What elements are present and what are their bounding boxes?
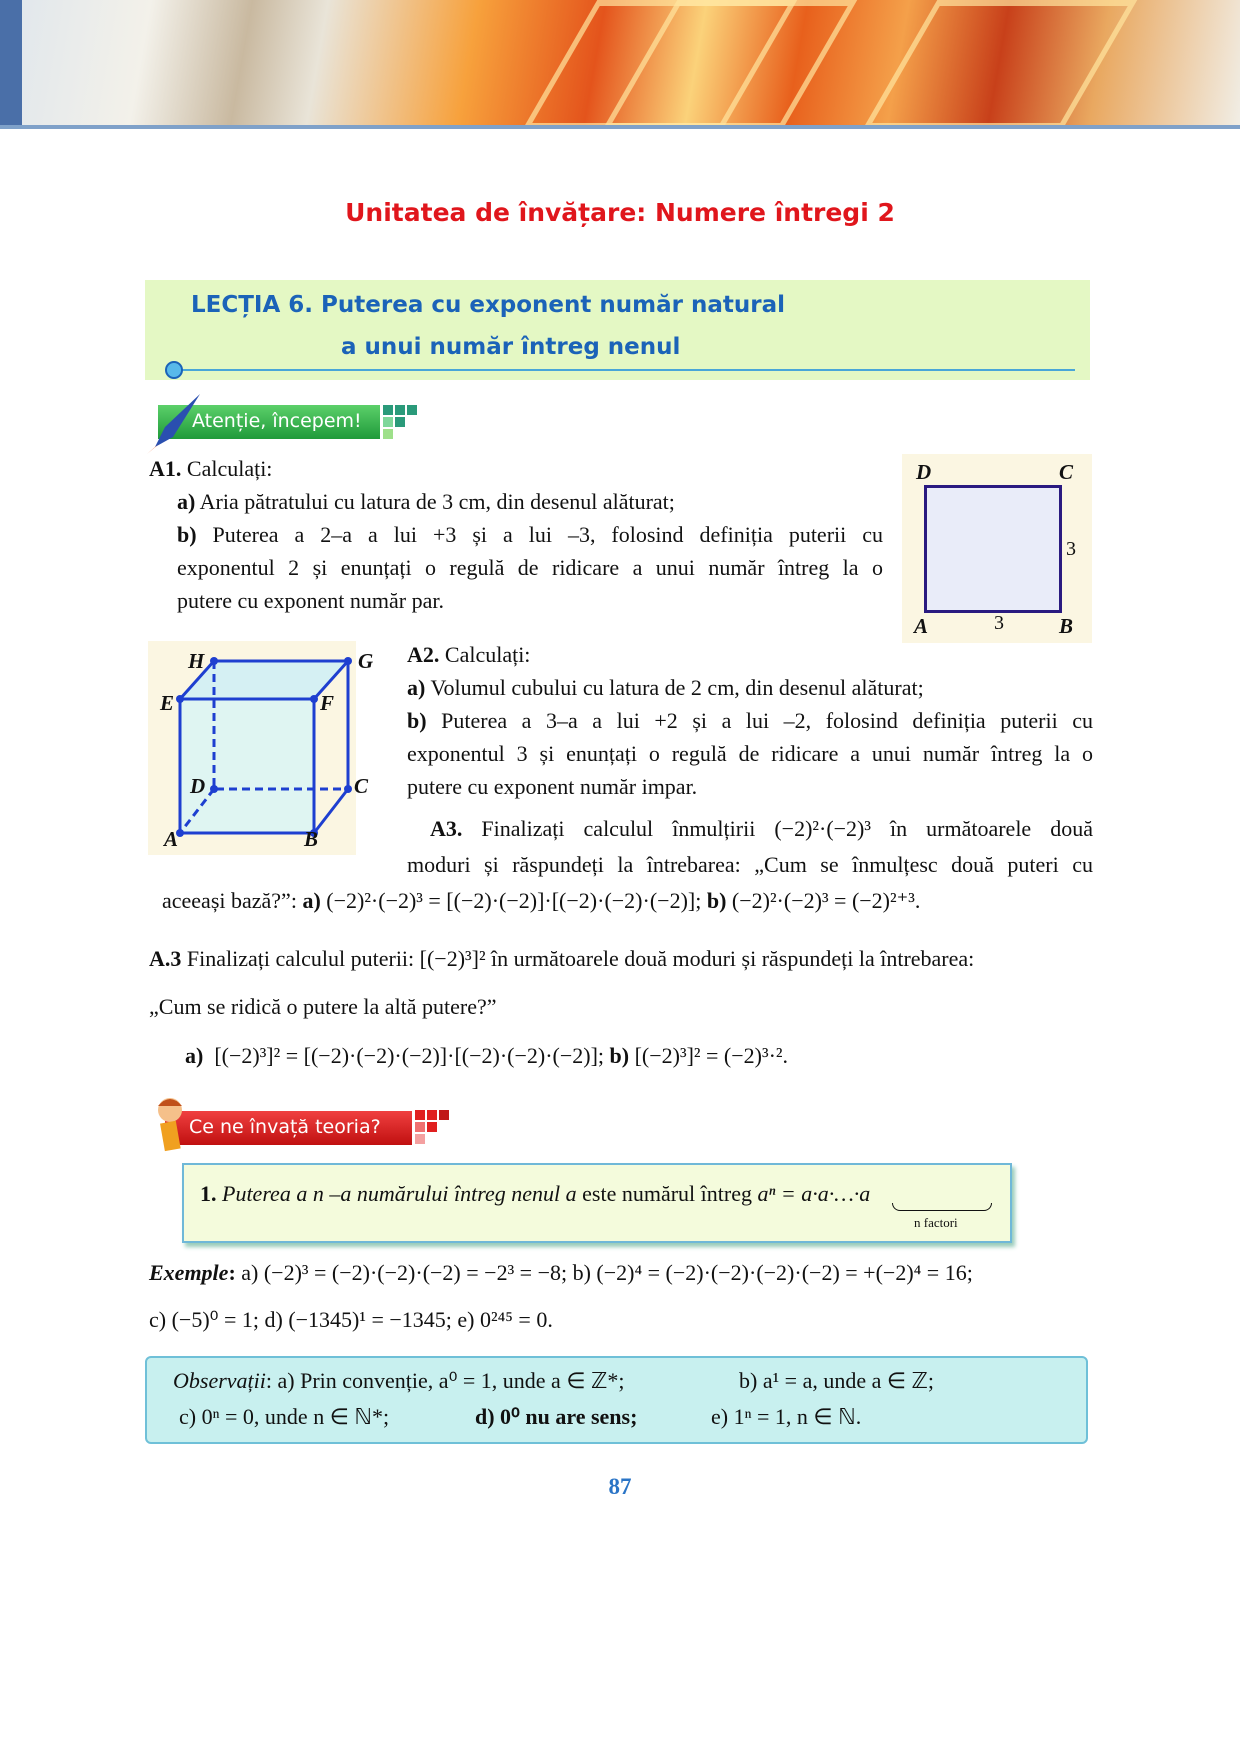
lesson-title-line2: a unui număr întreg nenul	[341, 334, 681, 360]
unit-title: Unitatea de învățare: Numere întregi 2	[345, 198, 895, 227]
a3b-line2: „Cum se ridică o putere la altă putere?”	[149, 994, 497, 1019]
lesson-title-line1: LECȚIA 6. Puterea cu exponent număr natural	[191, 292, 786, 318]
a2-item-b-line1: b) Puterea a 3–a a lui +2 și a lui –2, folosind definiția puterii cu	[407, 708, 1094, 733]
a2-item-b-line3: putere cu exponent număr impar.	[407, 774, 698, 799]
power-formula: aⁿ = a·a·…·a	[757, 1181, 871, 1206]
a1-heading: A1. Calculați:	[149, 456, 273, 481]
section-tag-theory: Ce ne învață teoria?	[165, 1111, 412, 1145]
a3b-line3: a) [(−2)³]² = [(−2)·(−2)·(−2)]·[(−2)·(−2)·(−2)]; b) [(−2)³]² = (−2)³·².	[185, 1043, 788, 1068]
a1-item-b-line3: putere cu exponent număr par.	[177, 588, 444, 613]
obs-b: b) a¹ = a, unde a ∈ ℤ;	[739, 1368, 935, 1393]
obs-c: c) 0ⁿ = 0, unde n ∈ ℕ*;	[179, 1404, 390, 1429]
cube-figure: H G E F D C A B	[148, 641, 356, 855]
child-pencil-icon	[150, 1094, 190, 1154]
header-banner-image	[0, 0, 1240, 129]
lesson-title-box	[145, 280, 1090, 380]
page-number: 87	[608, 1474, 632, 1499]
section-tag-start: Atenție, începem!	[158, 405, 380, 439]
a3-line3: aceeași bază?”: a) (−2)²·(−2)³ = [(−2)·(−2)]·[(−2)·(−2)·(−2)]; b) (−2)²·(−2)³ = (−2)²⁺³.	[162, 888, 921, 913]
obs-a: a) Prin convenție, a⁰ = 1, unde a ∈ ℤ*;	[277, 1368, 625, 1393]
a1-item-b-line2: exponentul 2 și enunțați o regulă de ridicare a unui număr întreg la o	[177, 555, 883, 580]
a2-item-a: a) Volumul cubului cu latura de 2 cm, din desenul alăturat;	[407, 675, 924, 700]
a1-item-a: a) Aria pătratului cu latura de 3 cm, din desenul alăturat;	[177, 489, 675, 514]
a3-line1: A3. Finalizați calculul înmulțirii (−2)²·(−2)³ în următoarele două	[430, 816, 1093, 841]
obs-e: e) 1ⁿ = 1, n ∈ ℕ.	[711, 1404, 862, 1429]
bullet-dot-icon	[165, 361, 183, 379]
rocket-icon	[145, 392, 205, 454]
a2-heading: A2. Calculați:	[407, 642, 531, 667]
a3-line2: moduri și răspundeți la întrebarea: „Cum se înmulțesc două puteri cu	[407, 852, 1093, 877]
obs-d: d) 0⁰ nu are sens;	[475, 1404, 638, 1429]
observations-box: Observații: a) Prin convenție, a⁰ = 1, unde a ∈ ℤ*; b) a¹ = a, unde a ∈ ℤ; c) 0ⁿ = 0, unde n ∈ ℕ*; d) 0⁰ nu are sens; e) 1ⁿ = 1, n ∈ ℕ.	[145, 1356, 1088, 1444]
a1-item-b-line1: b) Puterea a 2–a a lui +3 și a lui –3, folosind definiția puterii cu	[177, 522, 883, 547]
a2-item-b-line2: exponentul 3 și enunțați o regulă de ridicare a unui număr întreg la o	[407, 741, 1093, 766]
brace-label: n factori	[914, 1215, 958, 1230]
square-figure: D C A B 3 3	[902, 454, 1092, 643]
definition-box: 1. Puterea a n –a numărului întreg nenul a este numărul întreg aⁿ = a·a·…·a n factori	[182, 1163, 1012, 1243]
a3b-line1: A.3 Finalizați calculul puterii: [(−2)³]² în următoarele două moduri și răspundeți la întrebarea:	[149, 946, 975, 971]
examples-line2: c) (−5)⁰ = 1; d) (−1345)¹ = −1345; e) 0²⁴⁵ = 0.	[149, 1307, 553, 1332]
examples-line1: Exemple: a) (−2)³ = (−2)·(−2)·(−2) = −2³ = −8; b) (−2)⁴ = (−2)·(−2)·(−2)·(−2) = +(−2)⁴ = 16;	[149, 1260, 973, 1285]
